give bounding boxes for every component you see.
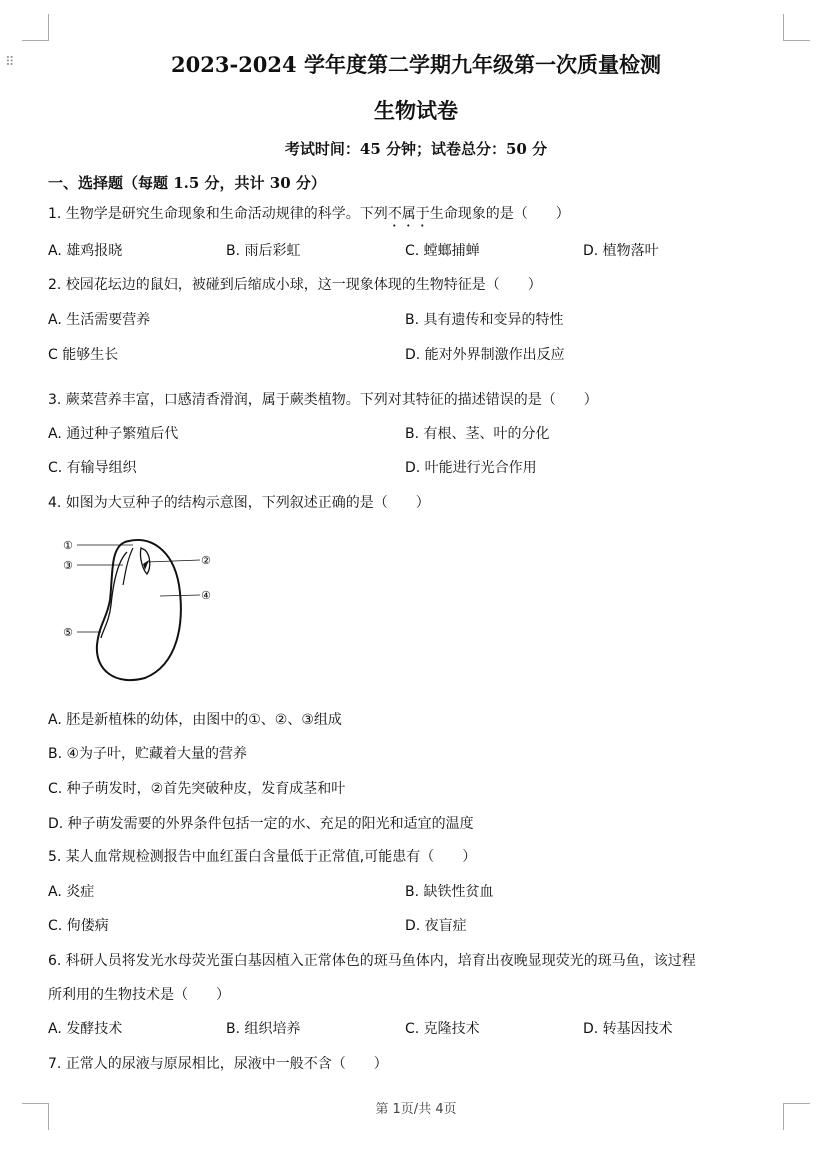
question-4-stem: 4. 如图为大豆种子的结构示意图，下列叙述正确的是（ ） [48, 495, 430, 511]
question-1-stem [48, 204, 570, 230]
q3-option-c[interactable]: C. 有输导组织 [48, 460, 137, 476]
q5-option-d[interactable]: D. 夜盲症 [405, 918, 467, 934]
corner-mark-top-right [783, 14, 810, 41]
question-7-stem: 7. 正常人的尿液与原尿相比，尿液中一般不含（ ） [48, 1056, 388, 1072]
q5-option-b[interactable]: B. 缺铁性贫血 [405, 884, 494, 900]
exam-info: 考试时间：45 分钟；试卷总分：50 分 [284, 140, 548, 158]
label-2: ② [201, 554, 211, 567]
exam-subtitle: 生物试卷 [374, 98, 458, 123]
label-3: ③ [63, 559, 73, 572]
question-6-stem-cont: 所利用的生物技术是（ ） [48, 987, 230, 1003]
corner-mark-top-left [22, 14, 49, 41]
question-2-stem: 2. 校园花坛边的鼠妇，被碰到后缩成小球，这一现象体现的生物特征是（ ） [48, 277, 542, 293]
q1-option-a[interactable]: A. 雄鸡报晓 [48, 243, 123, 259]
q1-stem-post: 生命现象的是（ ） [429, 206, 570, 222]
q2-option-c[interactable]: C 能够生长 [48, 347, 119, 363]
q5-option-c[interactable]: C. 佝偻病 [48, 918, 109, 934]
leader-line-4 [160, 595, 200, 596]
q4-option-d[interactable]: D. 种子萌发需要的外界条件包括一定的水、充足的阳光和适宜的温度 [48, 816, 474, 832]
label-5: ⑤ [63, 626, 73, 639]
q1-stem-pre: 1. 生物学是研究生命现象和生命活动规律的科学。下列 [48, 206, 388, 222]
q1-option-c[interactable]: C. 螳螂捕蝉 [405, 243, 480, 259]
leader-line-2 [147, 560, 200, 562]
q6-option-b[interactable]: B. 组织培养 [226, 1021, 301, 1037]
embryo-hypocotyl-line [123, 548, 133, 585]
exam-title: 2023-2024 学年度第二学期九年级第一次质量检测 [171, 52, 661, 77]
q4-option-a[interactable]: A. 胚是新植株的幼体，由图中的①、②、③组成 [48, 712, 342, 728]
q2-option-d[interactable]: D. 能对外界制激作出反应 [405, 347, 565, 363]
q1-option-b[interactable]: B. 雨后彩虹 [226, 243, 301, 259]
question-3-stem: 3. 蕨菜营养丰富，口感清香滑润，属于蕨类植物。下列对其特征的描述错误的是（ ） [48, 392, 598, 408]
q5-option-a[interactable]: A. 炎症 [48, 884, 95, 900]
q6-option-c[interactable]: C. 克隆技术 [405, 1021, 480, 1037]
q1-option-d[interactable]: D. 植物落叶 [583, 243, 659, 259]
q6-option-a[interactable]: A. 发酵技术 [48, 1021, 123, 1037]
q2-option-a[interactable]: A. 生活需要营养 [48, 312, 151, 328]
q3-option-b[interactable]: B. 有根、茎、叶的分化 [405, 426, 550, 442]
q6-option-d[interactable]: D. 转基因技术 [583, 1021, 673, 1037]
q2-option-b[interactable]: B. 具有遗传和变异的特性 [405, 312, 564, 328]
q4-option-b[interactable]: B. ④为子叶，贮藏着大量的营养 [48, 746, 248, 762]
q3-option-a[interactable]: A. 通过种子繁殖后代 [48, 426, 179, 442]
soybean-seed-diagram [55, 530, 235, 690]
section-heading: 一、选择题（每题 1.5 分，共计 30 分） [48, 174, 326, 192]
drag-handle-icon[interactable]: ⠿ [5, 55, 14, 70]
q3-option-d[interactable]: D. 叶能进行光合作用 [405, 460, 537, 476]
q4-option-c[interactable]: C. 种子萌发时，②首先突破种皮，发育成茎和叶 [48, 781, 346, 797]
q1-stem-emphasis: 不属于 [387, 206, 430, 222]
page-number: 第 1页/共 4页 [375, 1102, 457, 1117]
label-4: ④ [201, 589, 211, 602]
question-6-stem: 6. 科研人员将发光水母荧光蛋白基因植入正常体色的斑马鱼体内，培育出夜晚显现荧光的斑马鱼，该过程 [48, 953, 696, 969]
label-1: ① [63, 539, 73, 552]
question-5-stem: 5. 某人血常规检测报告中血红蛋白含量低于正常值,可能患有（ ） [48, 849, 477, 865]
